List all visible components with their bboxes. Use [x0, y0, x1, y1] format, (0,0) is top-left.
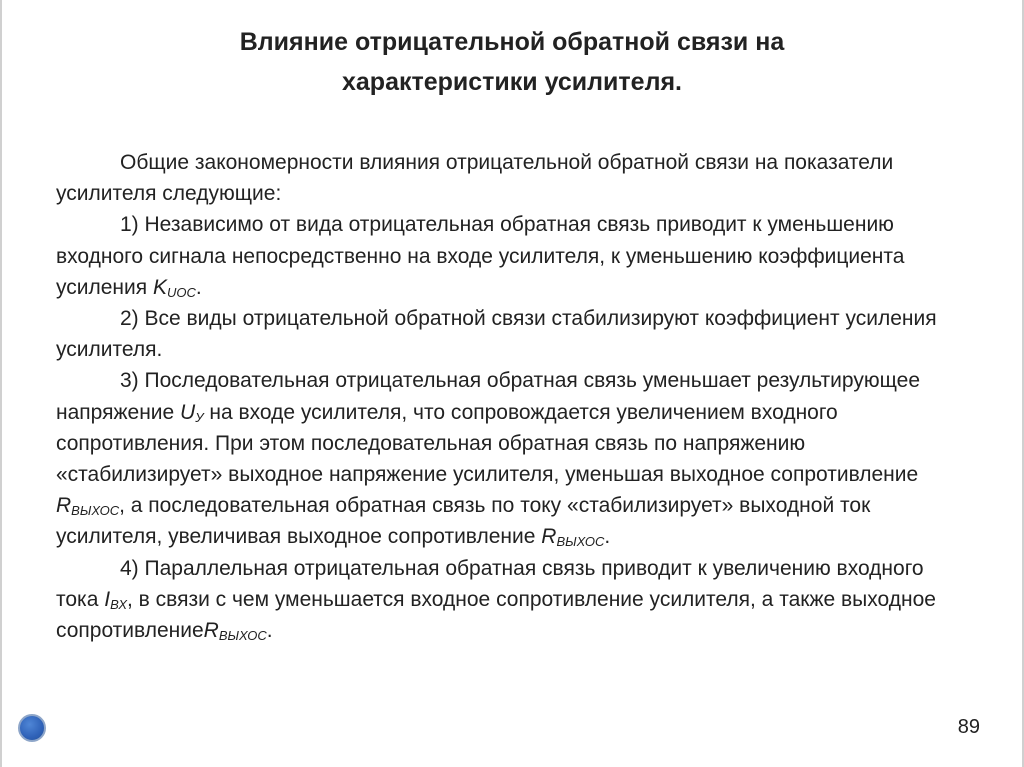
paragraph-3-end: . [604, 525, 611, 549]
slide-border-left [0, 0, 2, 767]
paragraph-1 [56, 209, 956, 303]
slide-body [56, 147, 956, 646]
paragraph-intro: Общие закономерности влияния отрицательной обратной связи на показатели усилителя следующие: [56, 151, 894, 206]
paragraph-3 [56, 365, 956, 552]
subscript-u: У [195, 409, 204, 425]
subscript-vh: ВХ [110, 596, 127, 612]
subscript-vyhos-1: ВЫХОС [71, 503, 120, 519]
paragraph-3-text-1: 3) Последовательная отрицательная обратная связь уменьшает результирующее напряжение [56, 369, 920, 424]
paragraph-3-text-2: на входе усилителя, что сопровождается увеличением входного сопротивления. При этом последовательная обратная связь по напряжению «стабилизирует» выходное напряжение усилителя, уменьшая выходное сопротивление [56, 400, 919, 487]
slide-title-line-1: Влияние отрицательной обратной связи на [239, 28, 785, 56]
paragraph-2: 2) Все виды отрицательной обратной связи стабилизируют коэффициент усиления усилителя. [56, 307, 937, 362]
paragraph-4-end: . [266, 619, 273, 643]
slide-title [80, 22, 944, 102]
subscript-uoc: UOC [166, 284, 196, 300]
paragraph-1-text: 1) Независимо от вида отрицательная обратная связь приводит к уменьшению входного сигнала непосредственно на входе усилителя, к уменьшению коэффициента усиления [56, 213, 905, 299]
symbol-i: I [104, 587, 111, 611]
nav-circle-icon[interactable] [18, 714, 46, 742]
symbol-r-1: R [56, 494, 72, 518]
subscript-vyhos-3: ВЫХОС [218, 628, 267, 644]
paragraph-1-end: . [195, 275, 202, 299]
paragraph-4 [56, 553, 956, 647]
paragraph-4-text-2: , в связи с чем уменьшается входное сопротивление усилителя, а также выходное сопротивление [56, 587, 936, 643]
symbol-r-3: R [203, 619, 219, 643]
slide-title-line-2: характеристики усилителя. [342, 68, 682, 96]
paragraph-4-text-1: 4) Параллельная отрицательная обратная связь приводит к увеличению входного тока [56, 556, 924, 611]
symbol-u: U [180, 400, 196, 424]
subscript-vyhos-2: ВЫХОС [556, 534, 605, 550]
symbol-r-2: R [541, 525, 557, 549]
paragraph-3-text-3: , а последовательная обратная связь по току «стабилизирует» выходной ток усилителя, увеличивая выходное сопротивление [56, 494, 871, 549]
symbol-k: K [152, 275, 167, 299]
page-number: 89 [957, 716, 980, 738]
